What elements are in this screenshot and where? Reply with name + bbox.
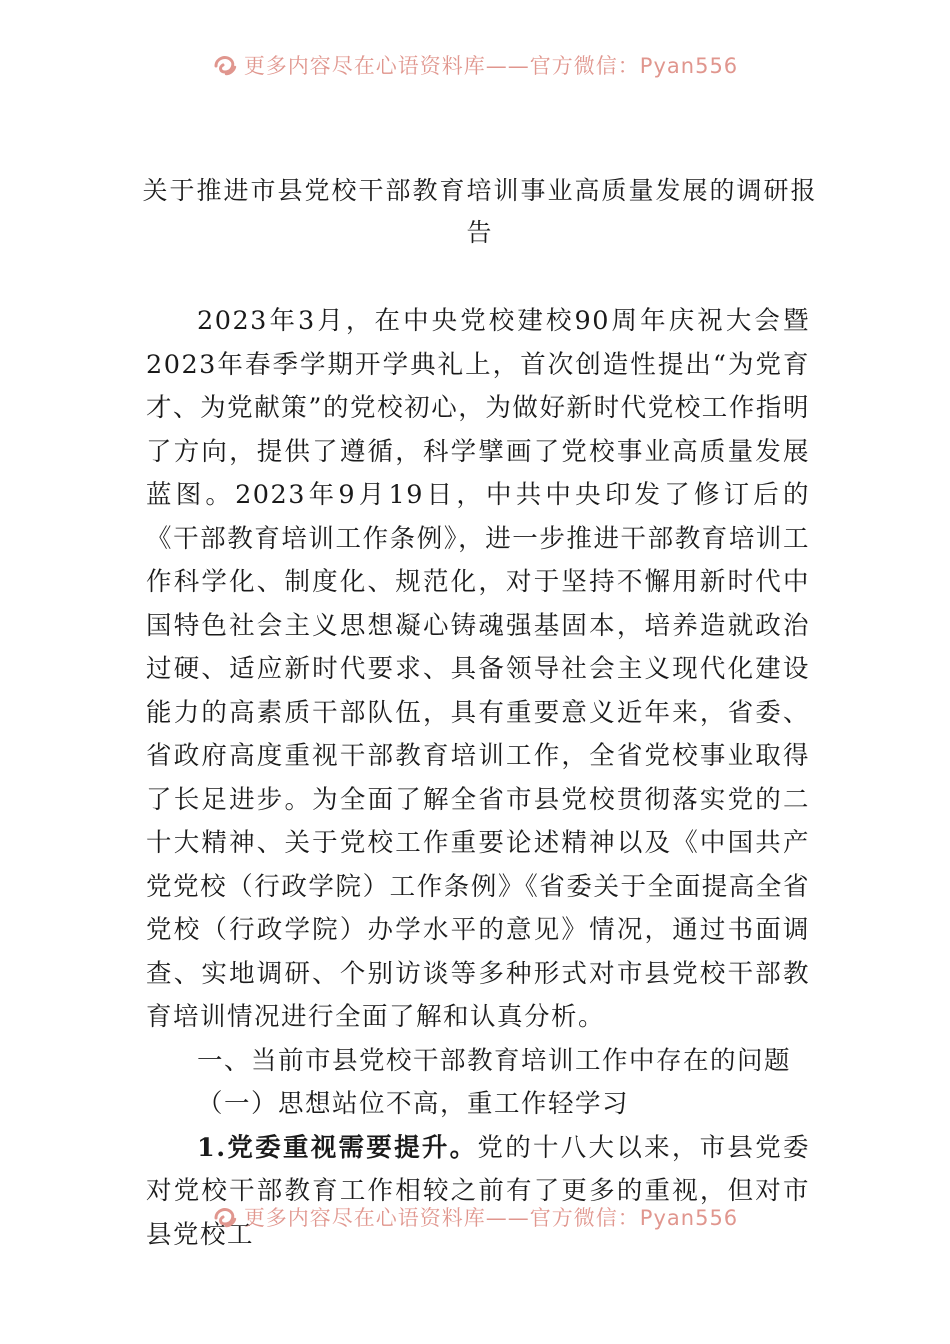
title-line-2: 告 (466, 218, 494, 247)
watermark-text: 更多内容尽在心语资料库——官方微信：Pyan556 (243, 54, 739, 78)
watermark-header (0, 54, 950, 88)
subsection-heading: （一）思想站位不高，重工作轻学习 (197, 1089, 630, 1119)
swirl-logo-icon (212, 1206, 238, 1230)
watermark-text: 更多内容尽在心语资料库——官方微信：Pyan556 (243, 1206, 739, 1230)
watermark-footer (0, 1206, 950, 1240)
document-title (140, 170, 820, 254)
item-1-lead: 1.党委重视需要提升。 (197, 1132, 478, 1163)
section-heading: 一、当前市县党校干部教育培训工作中存在的问题 (197, 1045, 792, 1076)
document-body (146, 300, 810, 1257)
swirl-logo-icon (212, 54, 238, 78)
paragraph-intro: 2023年3月，在中央党校建校90周年庆祝大会暨2023年春季学期开学典礼上，首次创造性提出“为党育才、为党献策”的党校初心，为做好新时代党校工作指明了方向，提供了遵循，科学擘画了党校事业高质量发展蓝图。2023年9月19日，中共中央印发了修订后的《干部教育培训工作条例》，进一步推进干部教育培训工作科学化、制度化、规范化，对于坚持不懈用新时代中国特色社会主义思想凝心铸魂强基固本，培养造就政治过硬、适应新时代要求、具备领导社会主义现代化建设能力的高素质干部队伍，具有重要意义近年来，省委、省政府高度重视干部教育培训工作，全省党校事业取得了长足进步。为全面了解全省市县党校贯彻落实党的二十大精神、关于党校工作重要论述精神以及《中国共产党党校（行政学院）工作条例》《省委关于全面提高全省党校（行政学院）办学水平的意见》情况，通过书面调查、实地调研、个别访谈等多种形式对市县党校干部教育培训情况进行全面了解和认真分析。 (146, 306, 810, 1032)
title-line-1: 关于推进市县党校干部教育培训事业高质量发展的调研报 (142, 176, 818, 205)
item-1-text: 党的十八大以来，市县党委对党校干部教育工作相较之前有了更多的重视，但对市县党校工 (146, 1132, 810, 1250)
